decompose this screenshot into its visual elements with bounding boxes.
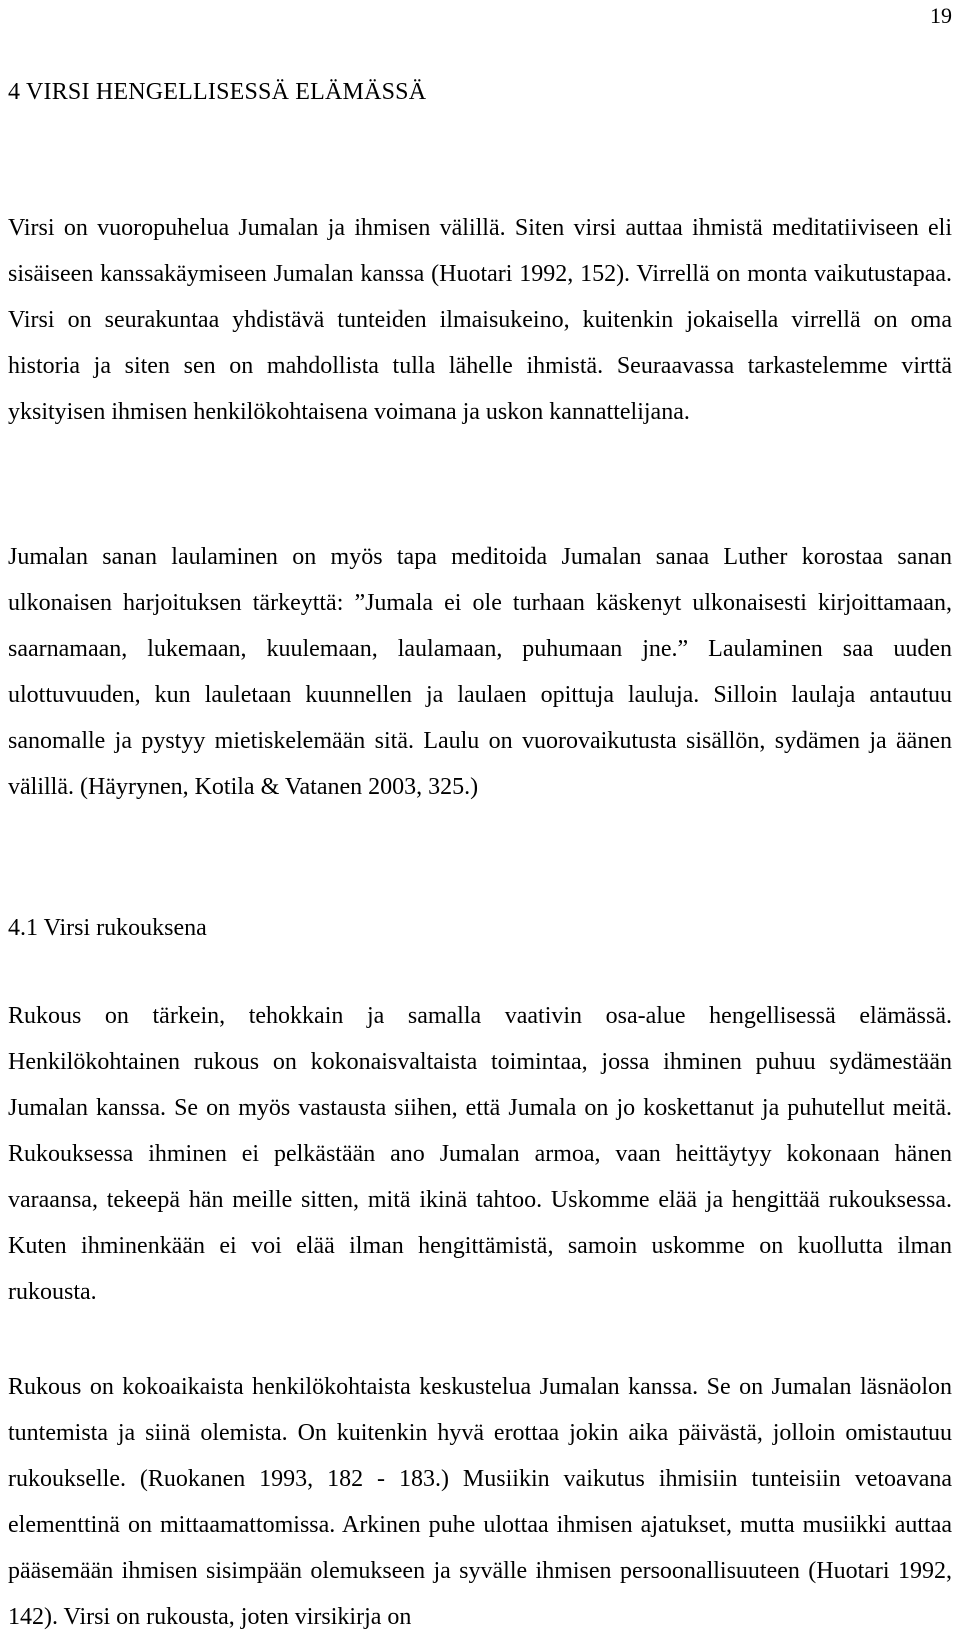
body-paragraph: Rukous on kokoaikaista henkilökohtaista keskustelua Jumalan kanssa. Se on Jumalan läsnäolon tuntemista ja siinä olemista. On kuitenkin hyvä erottaa jokin aika päivästä, jolloin omistautuu rukoukselle. (Ruokanen 1993, 182 - 183.) Musiikin vaikutus ihmisiin tunteisiin vetoavana elementtinä on mittaamattomissa. Arkinen puhe ulottaa ihmisen ajatukset, mutta musiikki auttaa pääsemään ihmisen sisimpään olemukseen ja syvälle ihmisen persoonallisuuteen (Huotari 1992, 142). Virsi on rukousta, joten virsikirja on <box>8 1374 952 1630</box>
body-paragraph: Virsi on vuoropuhelua Jumalan ja ihmisen välillä. Siten virsi auttaa ihmistä meditatiiviseen eli sisäiseen kanssakäymiseen Jumalan kanssa (Huotari 1992, 152). Virrellä on monta vaikutustapaa. Virsi on seurakuntaa yhdistävä tunteiden ilmaisukeino, kuitenkin jokaisella virrellä on oma historia ja siten sen on mahdollista tulla lähelle ihmistä. Seuraavassa tarkastelemme virttä yksityisen ihmisen henkilökohtaisena voimana ja uskon kannattelijana. <box>8 215 952 425</box>
body-paragraph: Jumalan sanan laulaminen on myös tapa meditoida Jumalan sanaa Luther korostaa sanan ulkonaisen harjoituksen tärkeyttä: ”Jumala ei ole turhaan käskenyt ulkonaisesti kirjoittamaan, saarnamaan, lukemaan, kuulemaan, laulamaan, puhumaan jne.” Laulaminen saa uuden ulottuvuuden, kun lauletaan kuunnellen ja laulaen opittuja lauluja. Silloin laulaja antautuu sanomalle ja pystyy mietiskelemään sitä. Laulu on vuorovaikutusta sisällön, sydämen ja äänen välillä. (Häyrynen, Kotila & Vatanen 2003, 325.) <box>8 544 952 800</box>
body-paragraph: Rukous on tärkein, tehokkain ja samalla vaativin osa-alue hengellisessä elämässä. Henkilökohtainen rukous on kokonaisvaltaista toimintaa, jossa ihminen puhuu sydämestään Jumalan kanssa. Se on myös vastausta siihen, että Jumala on jo koskettanut ja puhutellut meitä. Rukouksessa ihminen ei pelkästään ano Jumalan armoa, vaan heittäytyy kokonaan hänen varaansa, tekeepä hän meille sitten, mitä ikinä tahtoo. Uskomme elää ja hengittää rukouksessa. Kuten ihminenkään ei voi elää ilman hengittämistä, samoin uskomme on kuollutta ilman rukousta. <box>8 1003 952 1305</box>
page-number: 19 <box>930 3 952 28</box>
chapter-heading: 4 VIRSI HENGELLISESSÄ ELÄMÄSSÄ <box>8 79 427 105</box>
section-heading: 4.1 Virsi rukouksena <box>8 915 207 941</box>
